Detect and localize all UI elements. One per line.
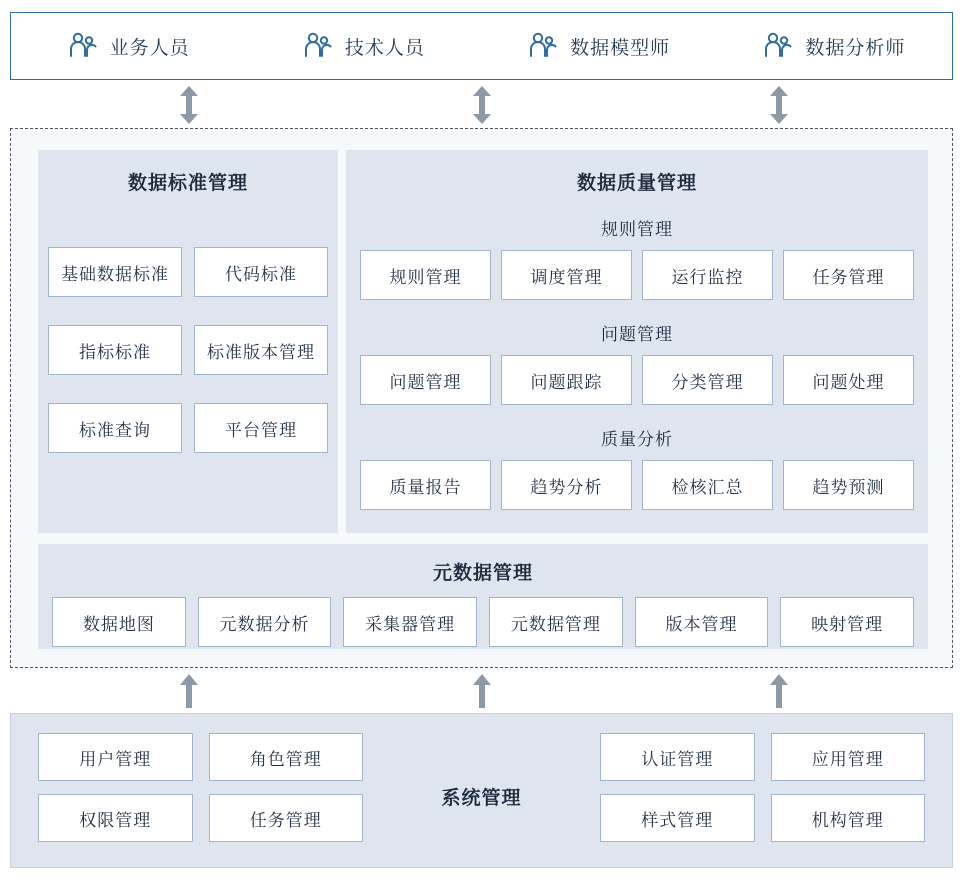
double-arrow-up-down-icon — [472, 86, 492, 124]
arrow-up-icon — [179, 674, 199, 708]
chip-issue-management[interactable]: 问题管理 — [360, 355, 491, 405]
role-label: 技术人员 — [344, 37, 425, 59]
system-right-grid — [600, 733, 925, 842]
role-label: 数据模型师 — [570, 37, 671, 59]
section-title-issue-management: 问题管理 — [601, 325, 673, 344]
chip-classification-management[interactable]: 分类管理 — [642, 355, 773, 405]
chip-application-management[interactable]: 应用管理 — [771, 733, 926, 781]
chip-quality-report[interactable]: 质量报告 — [360, 460, 491, 510]
double-arrow-up-down-icon — [179, 86, 199, 124]
panel-title: 数据标准管理 — [127, 173, 248, 194]
role-item-3[interactable] — [717, 32, 952, 60]
chip-run-monitoring[interactable]: 运行监控 — [642, 250, 773, 300]
arrow-up-icon — [769, 674, 789, 708]
panel-title: 元数据管理 — [432, 563, 533, 584]
chip-indicator-standard[interactable]: 指标标准 — [48, 325, 182, 375]
people-icon — [303, 32, 333, 60]
data-governance-container — [10, 128, 953, 668]
quality-analysis-grid — [360, 460, 914, 510]
section-title-rule-management: 规则管理 — [601, 220, 673, 239]
chip-user-management[interactable]: 用户管理 — [38, 733, 193, 781]
chip-version-management[interactable]: 版本管理 — [635, 597, 769, 647]
chip-issue-tracking[interactable]: 问题跟踪 — [501, 355, 632, 405]
chip-issue-handling[interactable]: 问题处理 — [783, 355, 914, 405]
chip-rule-management[interactable]: 规则管理 — [360, 250, 491, 300]
chip-standard-query[interactable]: 标准查询 — [48, 403, 182, 453]
chip-task-management[interactable]: 任务管理 — [783, 250, 914, 300]
role-label: 业务人员 — [109, 37, 190, 59]
chip-collector-management[interactable]: 采集器管理 — [343, 597, 477, 647]
panel-data-quality-management — [346, 150, 928, 533]
panel-metadata-management — [38, 544, 928, 649]
role-item-1[interactable] — [246, 32, 481, 60]
panel-title: 系统管理 — [441, 788, 522, 809]
standard-items-grid — [48, 247, 328, 453]
chip-schedule-management[interactable]: 调度管理 — [501, 250, 632, 300]
people-icon — [763, 32, 793, 60]
panel-data-standard-management — [38, 150, 338, 533]
chip-data-map[interactable]: 数据地图 — [52, 597, 186, 647]
chip-role-management[interactable]: 角色管理 — [209, 733, 364, 781]
chip-permission-management[interactable]: 权限管理 — [38, 794, 193, 842]
issue-management-grid — [360, 355, 914, 405]
system-left-grid — [38, 733, 363, 842]
chip-trend-forecast[interactable]: 趋势预测 — [783, 460, 914, 510]
double-arrow-up-down-icon — [769, 86, 789, 124]
role-item-2[interactable] — [482, 32, 717, 60]
people-icon — [528, 32, 558, 60]
chip-task-management-system[interactable]: 任务管理 — [209, 794, 364, 842]
metadata-items-grid — [52, 597, 914, 647]
chip-platform-management[interactable]: 平台管理 — [194, 403, 328, 453]
chip-metadata-analysis[interactable]: 元数据分析 — [198, 597, 332, 647]
chip-basic-data-standard[interactable]: 基础数据标准 — [48, 247, 182, 297]
chip-standard-version-management[interactable]: 标准版本管理 — [194, 325, 328, 375]
chip-authentication-management[interactable]: 认证管理 — [600, 733, 755, 781]
chip-code-standard[interactable]: 代码标准 — [194, 247, 328, 297]
chip-metadata-management[interactable]: 元数据管理 — [489, 597, 623, 647]
chip-style-management[interactable]: 样式管理 — [600, 794, 755, 842]
panel-system-management — [10, 713, 953, 868]
chip-organization-management[interactable]: 机构管理 — [771, 794, 926, 842]
roles-bar — [10, 12, 953, 80]
rule-management-grid — [360, 250, 914, 300]
chip-mapping-management[interactable]: 映射管理 — [780, 597, 914, 647]
people-icon — [68, 32, 98, 60]
role-label: 数据分析师 — [805, 37, 906, 59]
arrow-up-icon — [472, 674, 492, 708]
chip-trend-analysis[interactable]: 趋势分析 — [501, 460, 632, 510]
chip-inspection-summary[interactable]: 检核汇总 — [642, 460, 773, 510]
panel-title: 数据质量管理 — [576, 173, 697, 194]
section-title-quality-analysis: 质量分析 — [601, 430, 673, 449]
role-item-0[interactable] — [11, 32, 246, 60]
